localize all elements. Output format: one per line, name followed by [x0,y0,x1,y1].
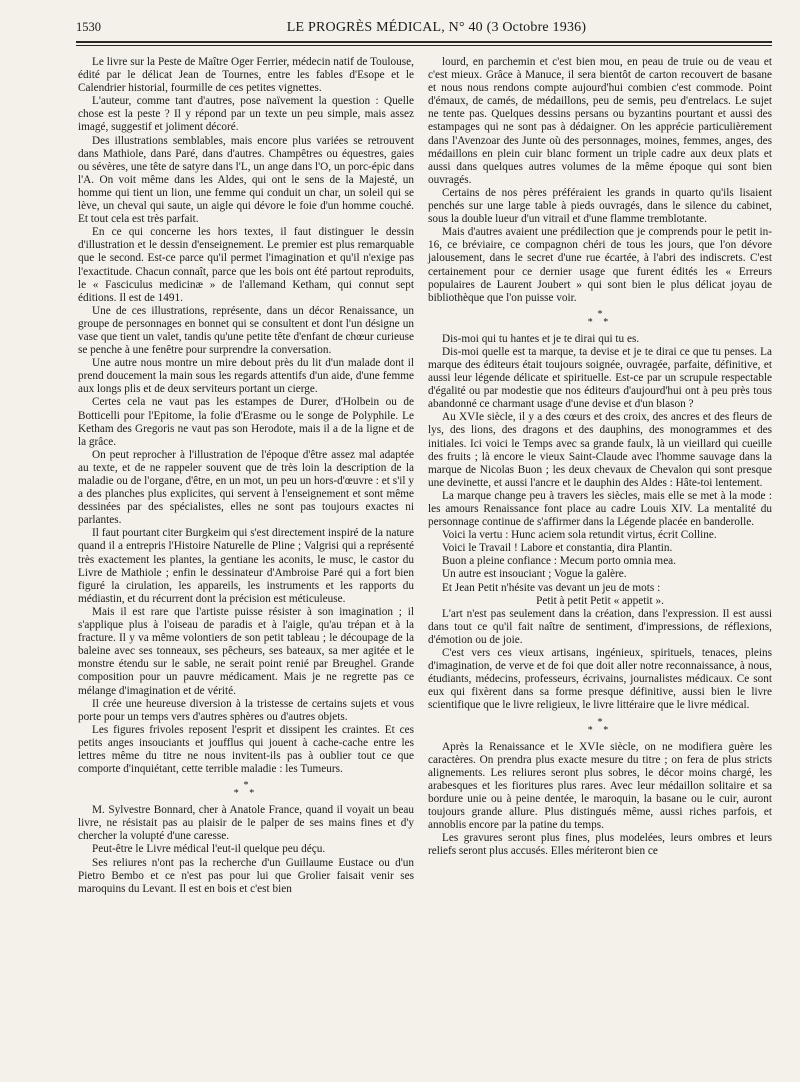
quote-line: Voici la vertu : Hunc aciem sola retundit virtus, écrit Colline. [442,529,717,542]
paragraph: La marque change peu à travers les siècles, mais elle se met à la mode : les amours Renaissance font place au cadre Louis XIV. La mentalité du personnage continue de s'affirmer dans la Légende placée en banderolle. [428,489,772,529]
paragraph: Dis-moi qui tu hantes et je te dirai qui tu es. [442,332,640,345]
paragraph: Peut-être le Livre médical l'eut-il quelque peu déçu. [92,843,326,856]
paragraph: Les gravures seront plus fines, plus modelées, leurs ombres et leurs reliefs seront plus accusés. Elles mériteront bien ce [428,832,772,858]
page-number: 1530 [76,20,101,34]
paragraph: Dis-moi quelle est ta marque, ta devise et je te dirai ce que tu penses. La marque des éditeurs était toujours soignée, ouvragée, parfaite, définitive, et aussi leur légende délicate et spirituelle. Est-ce par un scrupule respectable d'égalité ou par modestie que nos éditeurs d'aujourd'hui ont à peu près tous abandonné ce charmant usage d'une devise et d'un blason ? [428,345,772,411]
paragraph: M. Sylvestre Bonnard, cher à Anatole France, quand il voyait un beau livre, ne résistait pas au plaisir de le palper de ses mains fines et d'y chercher la volupté d'une caresse. [78,804,414,843]
quote-line: Voici le Travail ! Labore et constantia, dira Plantin. [442,542,673,555]
paragraph: Les figures frivoles reposent l'esprit et dissipent les craintes. Et ces petits anges insouciants et joufflus qui jouent à cache-cache entre les lettres même du titre ne nous invitent-ils pas à oublier tout ce que comporte d'inquiétant, cette terrible maladie : les Tumeurs. [78,723,414,776]
paragraph: En ce qui concerne les hors textes, il faut distinguer le dessin d'illustration et le dessin d'enseignement. Le premier est plus remarquable que le second. Est-ce parce qu'il permet l'imagination et qu'il n'exige pas l'exactitude. Chacun connaît, parce que les bois ont été partout reproduits, le « Fasciculus medicinæ » de l'allemand Ketham, qui connut sept éditions. Il est de 1491. [78,226,414,304]
paragraph: Mais il est rare que l'artiste puisse résister à son imagination ; il s'applique plus à l'oiseau de paradis et à l'aigle, qu'au trépan et à la fracture. Il y va même volontiers de son petit tableau ; le découpage de la baleine avec ses tonneaux, ses pêcheurs, ses bateaux, sa mer agitée et le monstre étendu sur le sable, ne serait point renié par Breughel. Grande composition pour un pauvre médicament. Mais je ne regrette pas ce mélange d'imagination et de vérité. [78,605,414,697]
header-rule-thick [76,41,772,43]
paragraph: Certains de nos pères préféraient les grands in quarto qu'ils lisaient penchés sur une large table à pieds ouvragés, dans le silence du cabinet, sous la double lueur d'un vitrail et d'une flamme tremblotante. [428,186,772,226]
right-column [428,56,772,858]
paragraph: On peut reprocher à l'illustration de l'époque d'être assez mal adaptée au texte, et de ne rappeler souvent que de très loin la description de la maladie ou de l'organe, d'être, en un mot, un peu un hors-d'œuvre : et s'il y a des planches plus explicites, qui servent à l'enseignement et sont même dessinées par des spécialistes, elles ne sont pas toujours exactes ni parlantes. [78,448,414,527]
section-separator: * * * [587,308,613,328]
paragraph: Une de ces illustrations, représente, dans un décor Renaissance, un groupe de personnages en bonnet qui se consultent et dont l'un désigne un vase que tient un valet, tandis qu'une petite tête d'enfant de chœur curieuse se penche à une fenêtre pour surprendre la conversation. [78,304,414,357]
paragraph: Au XVIe siècle, il y a des cœurs et des croix, des ancres et des fleurs de lys, des lions, des dragons et des dauphins, des monogrammes et des initiales. Ici voici le Temps avec sa grande faulx, là un vieillard qui cueille des fruits ; là encore le vieux Saint-Claude avec l'homme sauvage dans la marque de Nicolas Buon ; les deux chevaux de Chevalon qui sont presque une devinette, et aussi l'ancre et le dauphin des Aldes : Hâte-toi lentement. [428,411,772,489]
quote-line: Et Jean Petit n'hésite vas devant un jeu de mots : [442,581,661,594]
section-separator: * * * [233,780,259,800]
paragraph: Ses reliures n'ont pas la recherche d'un Guillaume Eustace ou d'un Pietro Bembo et ce n'est pas pour lui que Grolier faisait venir ses maroquins du Levant. Il est en bois et c'est bien [78,856,414,895]
section-separator: * * * [587,716,613,736]
paragraph: Il crée une heureuse diversion à la tristesse de certains sujets et vous porte pour un temps vers d'autres sphères ou d'autres objets. [78,697,414,723]
journal-title: LE PROGRÈS MÉDICAL, N° 40 (3 Octobre 1936) [286,20,587,35]
paragraph: C'est vers ces vieux artisans, ingénieux, spirituels, tenaces, pleins d'imagination, de verve et de foi que doit aller notre reconnaissance, à nous, étudiants, médecins, professeurs, écrivains, journalistes médicaux. Ce sont eux qui fixèrent dans sa forme presque définitive, aussi bien le livre scientifique que le livre religieux, le livre littéraire que le livre médical. [428,647,772,712]
paragraph: lourd, en parchemin et c'est bien mou, en peau de truie ou de veau et c'est mieux. Grâce à Manuce, il sera bientôt de carton recouvert de basane et nous nous rendons compte aujourd'hui combien c'est commode. Point d'émaux, de camés, de médaillons, peu de semis, peu d'entrelacs. Le sujet ne tente pas. Quelques dessins persans ou byzantins pourtant et aussi des estampages qui ne sont pas à dédaigner. On les apprécie particulièrement dans l'Avenzoar des Junte où des personnages, moines, femmes, anges, des médaillons en plein cuir blanc forment un triple cadre aux deux plats et aussi dans quelques autres volumes de la même époque qui sont bien ouvragés. [428,56,772,186]
paragraph: Certes cela ne vaut pas les estampes de Durer, d'Holbein ou de Botticelli pour l'Epitome, la folie d'Erasme ou le songe de Polyphile. Le Ketham des Gregoris ne vaut pas son Herodote, mais il a de la ligne et de la grâce. [78,396,414,448]
quote-line: Buon a pleine confiance : Mecum porto omnia mea. [442,555,676,568]
quote-line: Un autre est insouciant ; Vogue la galère. [442,568,627,581]
paragraph: L'art n'est pas seulement dans la création, dans l'expression. Il est aussi dans tout ce qu'il fait naître de sentiment, d'impressions, de réflexions, d'émotion ou de joie. [428,607,772,646]
paragraph: L'auteur, comme tant d'autres, pose naïvement la question : Quelle chose est la peste ? Il y répond par un texte un peu simple, mais assez imagé, suggestif et joliment décoré. [78,95,414,134]
paragraph: Il faut pourtant citer Burgkeim qui s'est directement inspiré de la nature quand il a entrepris l'Histoire Naturelle de Pline ; Valgrisi qui a représenté très exactement les plantes, la gentiane les aconits, le musc, le castor du Livre de Mathiole ; enfin le dessinateur d'Ambroise Paré qui a fort bien figuré la cirulation, les appareils, les instruments et les rapports du médiastin, et du récurrent dont la précision est méticuleuse. [78,527,414,605]
paragraph: Des illustrations semblables, mais encore plus variées se retrouvent dans Mathiole, dans Paré, dans d'autres. Champêtres ou équestres, gaies ou sévères, une tête de satyre dans l'L, un ange dans l'O, un porc-épic dans l'A. On voit même dans les Aldes, qui ont le sens de la Majesté, un homme qui tient un lion, une femme qui conduit un char, un soleil qui se lève, un cheval qui saute, un aigle qui dévore le foie d'un homme couché. Et tout cela est très parfait. [78,134,414,226]
paragraph: Une autre nous montre un mire debout près du lit d'un malade dont il prend doucement la main sous les regards attentifs d'un aide, d'une femme aux longs plis et de deux serviteurs portant un cierge. [78,357,414,396]
running-header [76,20,772,42]
paragraph: Après la Renaissance et le XVIe siècle, on ne modifiera guère les caractères. On prendra plus exacte mesure du titre ; on fera de plus stricts alignements. Les reliures seront plus sobres, le décor moins chargé, les arabesques et les fioritures plus rares. Avec leur médaillon solitaire et sa bordure unie ou à peine dentée, le maroquin, la basane ou le cuir, auront toujours grande allure. Plus distingués même, aussi riches parfois, et annoblis encore par la patine du temps. [428,740,772,832]
paragraph: Le livre sur la Peste de Maître Oger Ferrier, médecin natif de Toulouse, édité par le délicat Jean de Tournes, entre les fables d'Esope et le Calendrier historial, fourmille de ces petites vignettes. [78,56,414,95]
left-column [78,56,414,896]
pun-line: Petit à petit Petit « appetit ». [536,594,664,607]
header-rule-thin [76,45,772,46]
paragraph: Mais d'autres avaient une prédilection que je comprends pour le petit in-16, ce bréviaire, ce compagnon chéri de tous les jours, que l'on dévore jalousement, dans le secret d'une rue écartée, à l'abri des indiscrets. C'est certainement pour ce dernier usage que furent édités les « Erreurs populaires de Laurent Joubert » qui sont bien le plus délicat joyau de bibliothèque que l'on puisse voir. [428,226,772,304]
